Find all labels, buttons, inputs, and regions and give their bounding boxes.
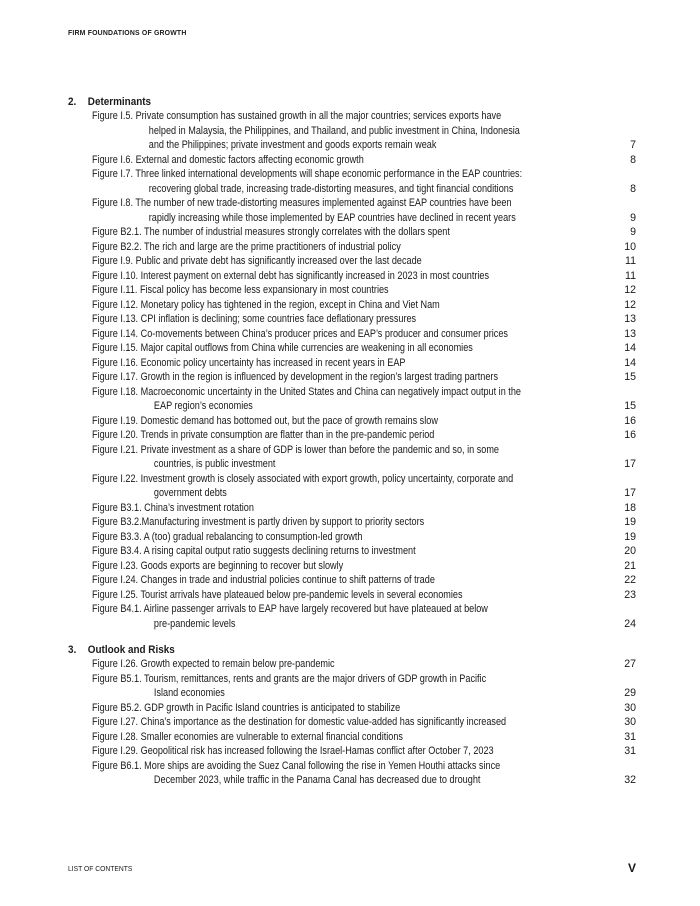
toc-entry[interactable] — [68, 312, 636, 327]
section-number: 2. — [68, 96, 77, 108]
toc-entry[interactable] — [68, 341, 636, 356]
entry-continuation-line — [92, 399, 595, 414]
page-number: 15 — [624, 400, 636, 412]
entry-text-block — [92, 501, 595, 516]
figure-label: Figure B3.3. — [92, 530, 142, 543]
page-number: 8 — [630, 153, 636, 166]
toc-entry[interactable] — [68, 573, 636, 588]
entry-first-line — [92, 730, 595, 745]
entry-continuation-line — [92, 211, 595, 226]
footer-page-number: V — [627, 861, 636, 875]
entry-continuation-line — [92, 124, 595, 139]
page-number: 29 — [624, 687, 636, 699]
toc-entry[interactable] — [68, 602, 636, 631]
entry-first-line — [92, 341, 595, 356]
entry-text-block — [92, 370, 595, 385]
toc-entry[interactable] — [68, 385, 636, 414]
figure-caption: The number of new trade-distorting measures implemented against EAP countries have been — [135, 197, 512, 209]
toc-entry[interactable] — [68, 269, 636, 284]
entry-first-line — [92, 443, 595, 458]
page-number: 13 — [624, 313, 636, 325]
entry-text-block — [92, 544, 595, 559]
page-number: 24 — [624, 617, 636, 630]
figure-label: Figure B5.1. — [92, 672, 142, 685]
figure-label: Figure I.10. — [92, 269, 139, 282]
entry-text-block — [92, 109, 595, 153]
figure-caption: A (too) gradual rebalancing to consumption-led growth — [143, 530, 363, 543]
figure-label: Figure I.24. — [92, 574, 139, 586]
figure-caption: External and domestic factors affecting economic growth — [135, 153, 364, 166]
figure-caption: Manufacturing investment is partly driven by support to priority sectors — [141, 516, 425, 528]
figure-caption: and the Philippines; private investment and goods exports remain weak — [148, 139, 437, 151]
figure-label: Figure I.12. — [92, 298, 139, 311]
page-number: 18 — [624, 501, 636, 514]
figure-caption: The number of industrial measures strongly correlates with the dollars spent — [144, 226, 450, 238]
figure-label: Figure B6.1. — [92, 759, 142, 772]
entry-first-line — [92, 472, 595, 487]
toc-entry[interactable] — [68, 196, 636, 225]
figure-label: Figure I.18. — [92, 385, 139, 398]
figure-label: Figure I.25. — [92, 588, 139, 601]
figure-label: Figure I.26. — [92, 658, 139, 670]
figure-caption: More ships are avoiding the Suez Canal following the rise in Yemen Houthi attacks since — [144, 759, 501, 772]
page-number: 32 — [624, 774, 636, 786]
toc-entry[interactable] — [68, 153, 636, 168]
figure-label: Figure I.11. — [92, 284, 138, 296]
entry-text-block — [92, 269, 595, 284]
entry-continuation-line — [92, 773, 595, 788]
page-number: 9 — [630, 211, 636, 224]
section-number: 3. — [68, 644, 77, 656]
entry-first-line — [92, 515, 595, 530]
entry-first-line — [92, 573, 595, 588]
entry-continuation-line — [92, 486, 595, 501]
page-number: 12 — [624, 284, 636, 296]
entry-first-line — [92, 312, 595, 327]
figure-label: Figure I.21. — [92, 443, 139, 456]
entry-text-block — [92, 385, 595, 414]
figure-label: Figure I.22. — [92, 472, 139, 485]
entry-first-line — [92, 701, 595, 716]
entry-text-block — [92, 443, 595, 472]
figure-caption: The rich and large are the prime practitioners of industrial policy — [144, 240, 401, 253]
figure-caption: Geopolitical risk has increased following the Israel-Hamas conflict after October 7, 2023 — [140, 745, 494, 757]
figure-caption: A rising capital output ratio suggests declining returns to investment — [143, 545, 416, 557]
page-number: 15 — [624, 371, 636, 383]
figure-caption: December 2023, while traffic in the Panama Canal has decreased due to drought — [153, 774, 481, 786]
entry-first-line — [92, 715, 595, 730]
entry-text-block — [92, 672, 595, 701]
toc-entry[interactable] — [68, 715, 636, 730]
figure-label: Figure I.17. — [92, 371, 139, 383]
figure-caption: Domestic demand has bottomed out, but the pace of growth remains slow — [140, 414, 438, 427]
entry-continuation-line — [92, 617, 595, 632]
figure-label: Figure I.6. — [92, 153, 134, 166]
page-number: 7 — [630, 139, 636, 151]
entry-first-line — [92, 544, 595, 559]
toc-entry[interactable] — [68, 559, 636, 574]
page-number: 13 — [624, 327, 636, 340]
toc-entry[interactable] — [68, 370, 636, 385]
figure-caption: Goods exports are beginning to recover but slowly — [140, 559, 344, 572]
figure-caption: recovering global trade, increasing trade-distorting measures, and tight financial conditions — [148, 182, 514, 195]
figure-label: Figure I.8. — [92, 197, 134, 209]
toc-entry[interactable] — [68, 544, 636, 559]
list-of-figures — [68, 95, 636, 800]
figure-caption: Monetary policy has tightened in the region, except in China and Viet Nam — [140, 298, 440, 311]
toc-entry[interactable] — [68, 759, 636, 788]
entry-text-block — [92, 701, 595, 716]
entry-text-block — [92, 153, 595, 168]
figure-label: Figure I.23. — [92, 559, 139, 572]
figure-caption: Trends in private consumption are flatter than in the pre-pandemic period — [140, 429, 435, 441]
toc-entry[interactable] — [68, 701, 636, 716]
entry-first-line — [92, 744, 595, 759]
figure-label: Figure I.9. — [92, 255, 134, 267]
figure-caption: government debts — [153, 487, 227, 499]
page-number: 8 — [630, 182, 636, 195]
figure-label: Figure I.29. — [92, 745, 139, 757]
toc-entry[interactable] — [68, 298, 636, 313]
figure-caption: Tourist arrivals have plateaued below pre-pandemic levels in several economies — [140, 588, 463, 601]
entry-first-line — [92, 672, 595, 687]
figure-label: Figure I.20. — [92, 429, 139, 441]
entry-text-block — [92, 312, 595, 327]
entry-first-line — [92, 602, 595, 617]
figure-label: Figure B2.1. — [92, 226, 142, 238]
page-number: 11 — [625, 269, 636, 282]
toc-entry[interactable] — [68, 225, 636, 240]
toc-entry[interactable] — [68, 167, 636, 196]
figure-caption: Interest payment on external debt has significantly increased in 2023 in most countries — [140, 269, 490, 282]
entry-text-block — [92, 657, 595, 672]
page-number: 21 — [624, 559, 636, 572]
entry-first-line — [92, 327, 595, 342]
toc-entry[interactable] — [68, 501, 636, 516]
page-number: 9 — [630, 226, 636, 238]
toc-entry[interactable] — [68, 254, 636, 269]
figure-caption: Investment growth is closely associated with export growth, policy uncertainty, corporate and — [140, 472, 514, 485]
page-number: 12 — [624, 298, 636, 311]
page-number: 16 — [624, 429, 636, 441]
entry-first-line — [92, 657, 595, 672]
toc-section — [68, 95, 636, 631]
figure-label: Figure I.27. — [92, 716, 139, 728]
entry-text-block — [92, 167, 595, 196]
entry-text-block — [92, 515, 595, 530]
toc-entry[interactable] — [68, 657, 636, 672]
toc-entry[interactable] — [68, 744, 636, 759]
entry-text-block — [92, 744, 595, 759]
figure-label: Figure B3.4. — [92, 545, 142, 557]
figure-caption: pre-pandemic levels — [153, 617, 236, 630]
toc-entry[interactable] — [68, 428, 636, 443]
entry-text-block — [92, 327, 595, 342]
section-heading[interactable] — [68, 643, 579, 657]
entry-first-line — [92, 283, 595, 298]
figure-caption: Smaller economies are vulnerable to external financial conditions — [140, 730, 403, 743]
entry-first-line — [92, 109, 595, 124]
page-number: 22 — [624, 574, 636, 586]
figure-caption: rapidly increasing while those implemented by EAP countries have declined in recent years — [148, 211, 516, 224]
entry-first-line — [92, 370, 595, 385]
figure-label: Figure I.19. — [92, 414, 139, 427]
figure-label: Figure B4.1. — [92, 603, 142, 615]
entry-text-block — [92, 240, 595, 255]
entry-first-line — [92, 428, 595, 443]
figure-caption: Private investment as a share of GDP is lower than before the pandemic and so, in some — [140, 443, 500, 456]
figure-label: Figure I.5. — [92, 110, 134, 122]
toc-entry[interactable] — [68, 730, 636, 745]
toc-entry[interactable] — [68, 672, 636, 701]
entry-first-line — [92, 559, 595, 574]
entry-text-block — [92, 428, 595, 443]
figure-caption: Three linked international developments will shape economic performance in the EAP countries: — [135, 168, 523, 180]
figure-label: Figure B5.2. — [92, 701, 142, 714]
entry-first-line — [92, 269, 595, 284]
entry-first-line — [92, 298, 595, 313]
entry-text-block — [92, 283, 595, 298]
toc-entry[interactable] — [68, 443, 636, 472]
entry-text-block — [92, 730, 595, 745]
entry-first-line — [92, 501, 595, 516]
entry-text-block — [92, 530, 595, 545]
page-number: 23 — [624, 588, 636, 601]
entry-first-line — [92, 759, 595, 774]
page-number: 31 — [624, 730, 636, 743]
figure-caption: Changes in trade and industrial policies continue to shift patterns of trade — [140, 574, 435, 586]
entry-text-block — [92, 588, 595, 603]
entry-first-line — [92, 530, 595, 545]
figure-caption: Growth in the region is influenced by development in the region’s largest trading partners — [140, 371, 499, 383]
entry-first-line — [92, 240, 595, 255]
page-number: 14 — [624, 356, 636, 369]
entry-first-line — [92, 356, 595, 371]
figure-caption: Fiscal policy has become less expansionary in most countries — [139, 284, 389, 296]
figure-label: Figure B3.2. — [92, 516, 142, 528]
figure-caption: Island economies — [153, 687, 225, 699]
entry-first-line — [92, 167, 595, 182]
figure-caption: EAP region’s economies — [153, 400, 253, 412]
figure-caption: Public and private debt has significantly increased over the last decade — [135, 255, 422, 267]
toc-entry[interactable] — [68, 356, 636, 371]
figure-caption: helped in Malaysia, the Philippines, and Thailand, and public investment in China, Indonesia — [148, 124, 520, 137]
section-heading[interactable] — [68, 95, 579, 109]
figure-label: Figure I.16. — [92, 356, 139, 369]
entry-continuation-line — [92, 182, 595, 197]
entry-text-block — [92, 414, 595, 429]
figure-caption: Airline passenger arrivals to EAP have largely recovered but have plateaued at below — [143, 603, 488, 615]
figure-caption: Tourism, remittances, rents and grants are the major drivers of GDP growth in Pacific — [144, 672, 487, 685]
toc-entry[interactable] — [68, 515, 636, 530]
toc-entry[interactable] — [68, 472, 636, 501]
page-number: 17 — [624, 487, 636, 499]
page-number: 30 — [624, 701, 636, 714]
page-number: 27 — [624, 658, 636, 670]
figure-label: Figure I.13. — [92, 313, 139, 325]
entry-text-block — [92, 356, 595, 371]
entry-text-block — [92, 298, 595, 313]
page-number: 20 — [624, 545, 636, 557]
figure-label: Figure B2.2. — [92, 240, 142, 253]
figure-caption: countries, is public investment — [153, 458, 276, 470]
page-number: 19 — [624, 516, 636, 528]
entry-text-block — [92, 341, 595, 356]
figure-caption: CPI inflation is declining; some countries face deflationary pressures — [140, 313, 417, 325]
section-title: Determinants — [87, 96, 152, 108]
toc-entry[interactable] — [68, 588, 636, 603]
entry-text-block — [92, 602, 595, 631]
entry-text-block — [92, 559, 595, 574]
section-title: Outlook and Risks — [87, 644, 175, 656]
figure-caption: China’s importance as the destination for domestic value-added has significantly increased — [140, 716, 507, 728]
entry-first-line — [92, 385, 595, 400]
entry-text-block — [92, 715, 595, 730]
footer-section-label: LIST OF CONTENTS — [68, 864, 133, 873]
figure-caption: China’s investment rotation — [144, 501, 254, 514]
figure-caption: Private consumption has sustained growth in all the major countries; services exports have — [135, 110, 502, 122]
page-number: 14 — [624, 342, 636, 354]
toc-entry[interactable] — [68, 109, 636, 153]
figure-caption: Co-movements between China’s producer prices and EAP’s producer and consumer prices — [140, 327, 508, 340]
figure-label: Figure B3.1. — [92, 501, 142, 514]
figure-caption: Macroeconomic uncertainty in the United States and China can negatively impact output in the — [140, 385, 521, 398]
page-number: 31 — [624, 745, 636, 757]
figure-label: Figure I.7. — [92, 168, 134, 180]
page-number: 30 — [624, 716, 636, 728]
toc-entry[interactable] — [68, 283, 636, 298]
entry-text-block — [92, 759, 595, 788]
entry-continuation-line — [92, 457, 595, 472]
page-number: 16 — [624, 414, 636, 427]
toc-entry[interactable] — [68, 327, 636, 342]
entry-continuation-line — [92, 686, 595, 701]
entry-first-line — [92, 254, 595, 269]
toc-entry[interactable] — [68, 530, 636, 545]
entry-text-block — [92, 196, 595, 225]
toc-section — [68, 643, 636, 788]
entry-first-line — [92, 196, 595, 211]
toc-entry[interactable] — [68, 240, 636, 255]
entry-first-line — [92, 225, 595, 240]
page-number: 11 — [625, 255, 636, 267]
figure-caption: GDP growth in Pacific Island countries is anticipated to stabilize — [144, 701, 401, 714]
figure-caption: Growth expected to remain below pre-pandemic — [140, 658, 335, 670]
entry-text-block — [92, 573, 595, 588]
entry-first-line — [92, 153, 595, 168]
entry-text-block — [92, 472, 595, 501]
entry-first-line — [92, 588, 595, 603]
figure-label: Figure I.14. — [92, 327, 139, 340]
figure-label: Figure I.28. — [92, 730, 139, 743]
page-number: 17 — [624, 458, 636, 470]
running-header: FIRM FOUNDATIONS OF GROWTH — [68, 28, 187, 37]
entry-text-block — [92, 254, 595, 269]
entry-text-block — [92, 225, 595, 240]
page-number: 19 — [624, 530, 636, 543]
figure-label: Figure I.15. — [92, 342, 139, 354]
figure-caption: Major capital outflows from China while currencies are weakening in all economies — [140, 342, 473, 354]
entry-first-line — [92, 414, 595, 429]
page-number: 10 — [624, 240, 636, 253]
toc-entry[interactable] — [68, 414, 636, 429]
figure-caption: Economic policy uncertainty has increased in recent years in EAP — [140, 356, 406, 369]
entry-continuation-line — [92, 138, 595, 153]
